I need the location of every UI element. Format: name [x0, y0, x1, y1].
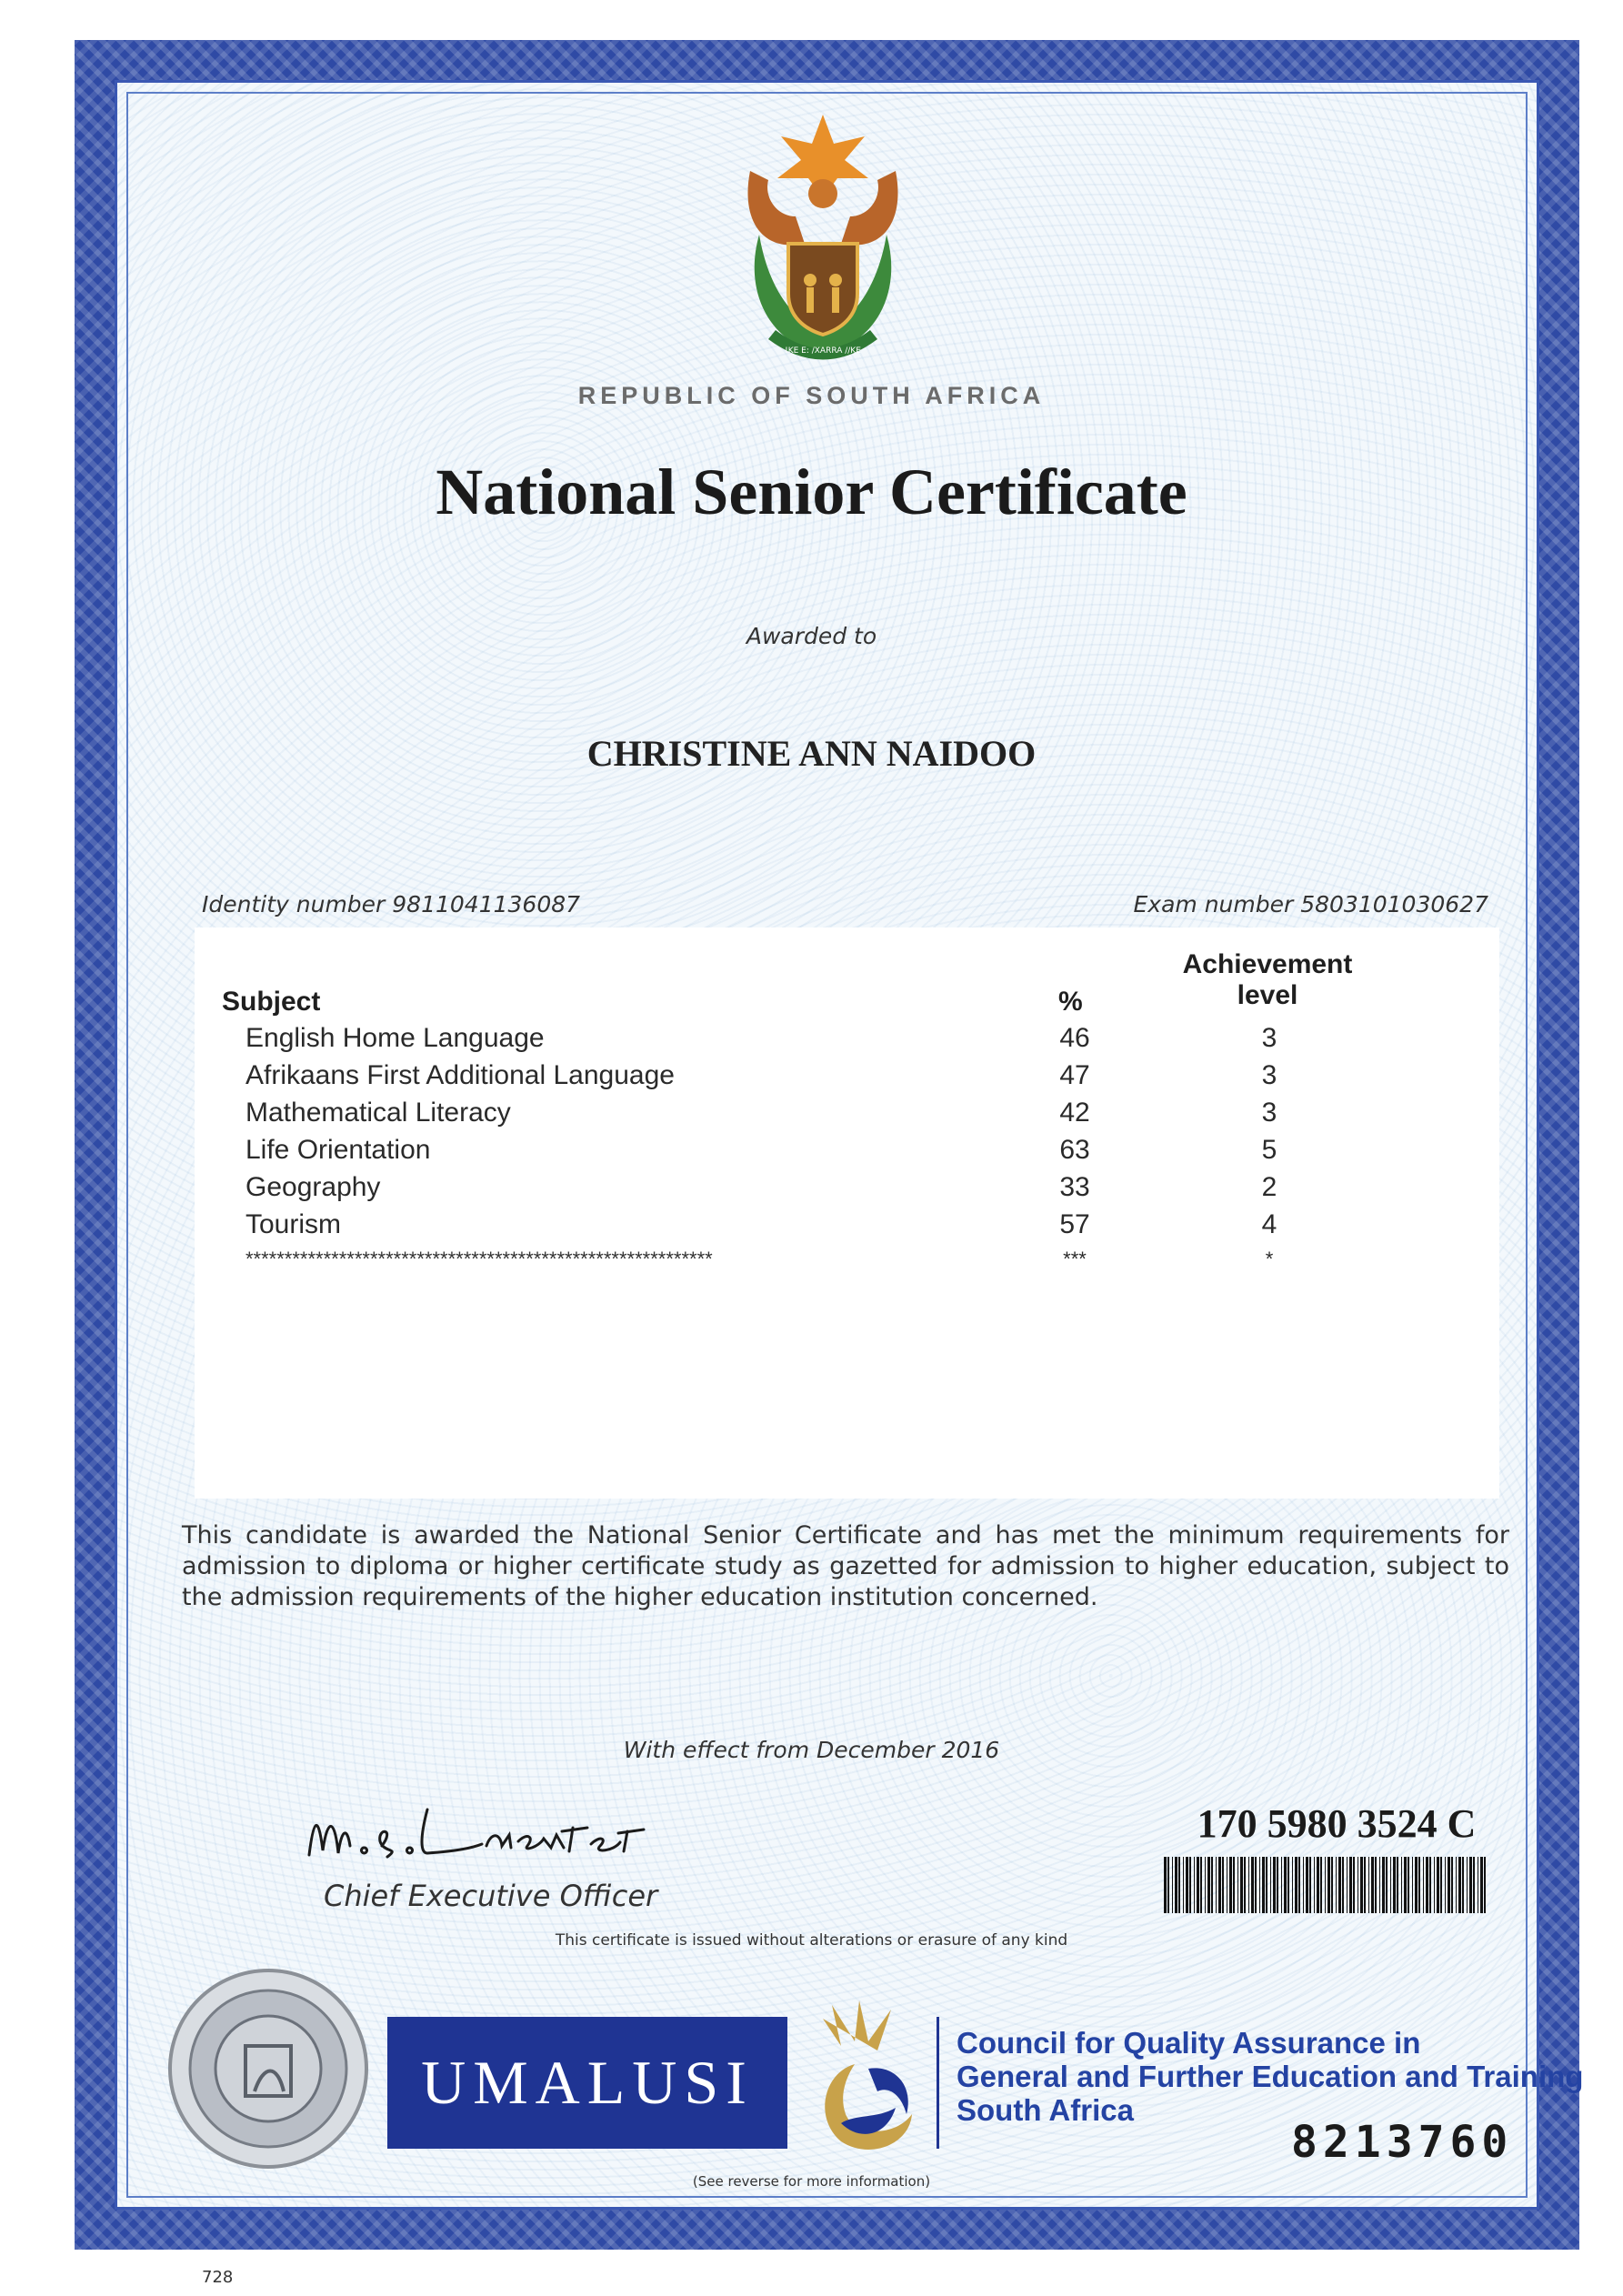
subject-name: Afrikaans First Additional Language — [245, 1060, 675, 1090]
subject-name: Tourism — [245, 1209, 342, 1239]
subject-level: 4 — [1261, 1209, 1277, 1239]
umalusi-logo-icon — [805, 2000, 923, 2160]
effect-date: With effect from December 2016 — [623, 1737, 1000, 1763]
table-row — [195, 1060, 1499, 1098]
achievement-header — [1158, 949, 1377, 1011]
issued-note: This certificate is issued without alterations or erasure of any kind — [555, 1931, 1068, 1950]
footer-divider — [937, 2017, 939, 2149]
subject-percent: 42 — [1059, 1098, 1090, 1128]
hologram-seal-icon — [164, 1964, 373, 2173]
identity-number: Identity number 9811041136087 — [202, 891, 581, 917]
subject-header: Subject — [222, 987, 321, 1017]
signer-title: Chief Executive Officer — [324, 1879, 658, 1913]
barcode-image — [1164, 1857, 1489, 1913]
motto-text: !KE E: /XARRA //KE — [785, 346, 861, 356]
council-name — [957, 2026, 1583, 2127]
award-statement: This candidate is awarded the National Senior Certificate and has met the minimum requirements for admission to diploma or higher certificate study as gazetted for admission to higher education, subject to the admission requirements of the higher education institution concerned. — [182, 1521, 1509, 1611]
table-row — [195, 1135, 1499, 1172]
subject-percent: 57 — [1059, 1209, 1090, 1239]
candidate-name: CHRISTINE ANN NAIDOO — [586, 733, 1037, 774]
subject-percent: 47 — [1059, 1060, 1090, 1090]
subject-percent: 63 — [1059, 1135, 1090, 1165]
subject-level: 2 — [1261, 1172, 1277, 1202]
coat-of-arms-icon — [732, 107, 914, 380]
subject-level: 3 — [1261, 1023, 1277, 1053]
awarded-to-label: Awarded to — [746, 623, 877, 649]
achievement-header-line1: Achievement — [1182, 949, 1353, 979]
terminator-level: * — [1265, 1248, 1274, 1270]
subject-name: English Home Language — [245, 1023, 545, 1053]
council-line-3: South Africa — [957, 2093, 1134, 2127]
subject-name: Mathematical Literacy — [245, 1098, 511, 1128]
serial-number: 8213760 — [1291, 2117, 1514, 2168]
table-terminator-row — [195, 1248, 1499, 1285]
table-row — [195, 1098, 1499, 1135]
subject-percent: 46 — [1059, 1023, 1090, 1053]
certificate-title: National Senior Certificate — [436, 456, 1187, 528]
table-row — [195, 1172, 1499, 1209]
table-row — [195, 1023, 1499, 1060]
council-line-2: General and Further Education and Training — [957, 2060, 1584, 2093]
see-reverse-note: (See reverse for more information) — [692, 2173, 931, 2190]
signature-image — [300, 1791, 682, 1873]
certificate-number: 170 5980 3524 C — [1197, 1801, 1477, 1846]
exam-number: Exam number 5803101030627 — [1133, 891, 1488, 917]
results-table — [195, 927, 1499, 1499]
terminator-percent: *** — [1063, 1248, 1087, 1270]
form-number: 728 — [202, 2268, 234, 2287]
achievement-header-line2: level — [1237, 980, 1298, 1010]
subject-level: 3 — [1261, 1098, 1277, 1128]
table-row — [195, 1209, 1499, 1247]
terminator-stars: ************************************************************ — [245, 1248, 713, 1270]
subject-name: Geography — [245, 1172, 381, 1202]
subject-level: 5 — [1261, 1135, 1277, 1165]
umalusi-banner: UMALUSI — [387, 2017, 787, 2149]
percent-header: % — [1058, 987, 1083, 1017]
council-line-1: Council for Quality Assurance in — [957, 2026, 1421, 2060]
subject-level: 3 — [1261, 1060, 1277, 1090]
country-name: REPUBLIC OF SOUTH AFRICA — [577, 382, 1046, 409]
subject-percent: 33 — [1059, 1172, 1090, 1202]
subject-name: Life Orientation — [245, 1135, 431, 1165]
